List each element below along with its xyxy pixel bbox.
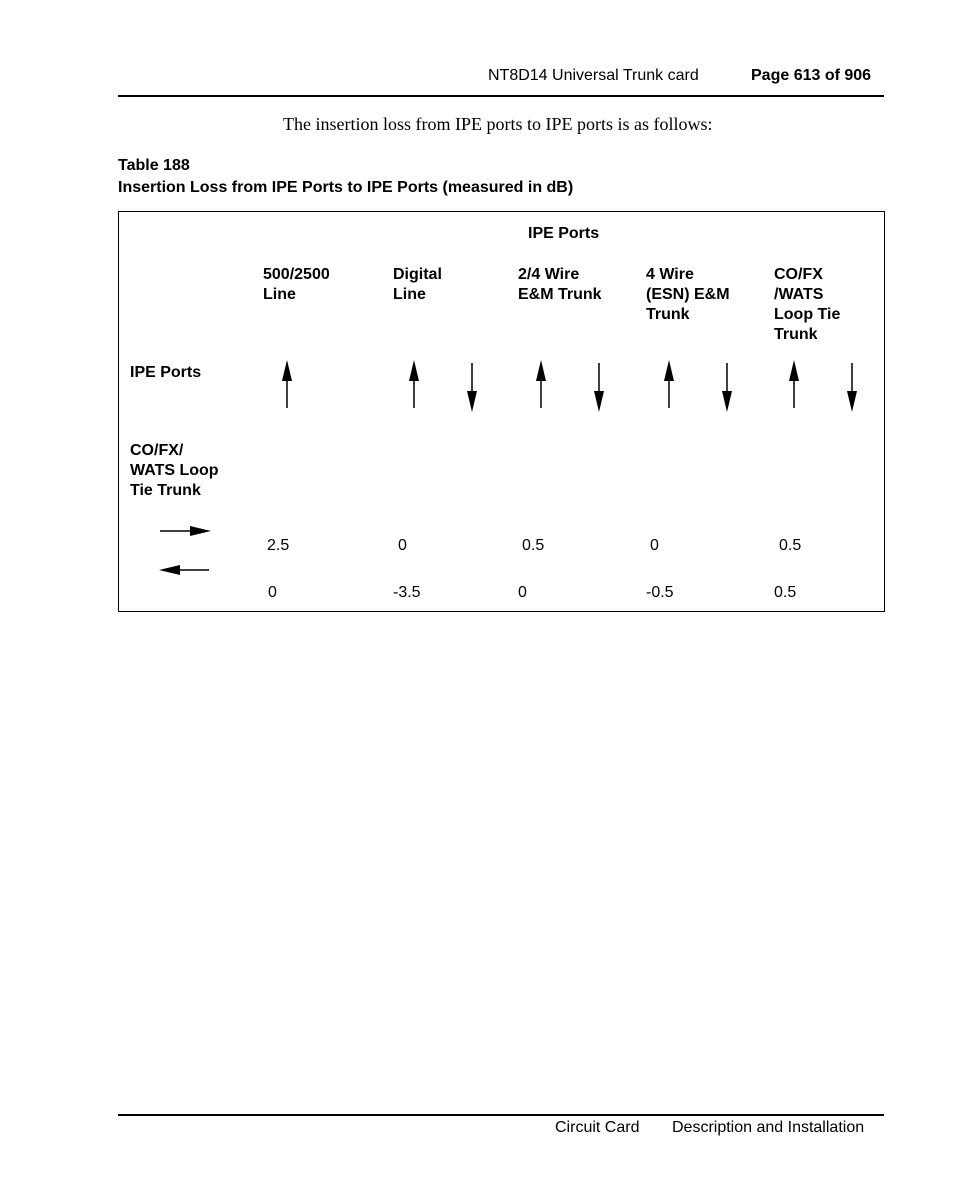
arrow-right-icon — [190, 526, 211, 536]
footer-rule — [118, 1114, 884, 1116]
table-cell: 0.5 — [779, 537, 802, 554]
table-cell: -0.5 — [646, 584, 674, 601]
arrow-up-icon — [282, 360, 292, 381]
table-cell: 0 — [518, 584, 527, 601]
row-direction-arrows — [159, 526, 211, 575]
running-header-title: NT8D14 Universal Trunk card — [488, 67, 699, 84]
arrow-up-icon — [409, 360, 419, 381]
table-cell: 0 — [398, 537, 407, 554]
column-header-co-fx-wats-loop-tie-trunk: CO/FX /WATS Loop Tie Trunk — [774, 266, 841, 343]
arrow-down-icon — [722, 391, 732, 412]
table-top-header: IPE Ports — [528, 225, 600, 242]
footer-left: Circuit Card — [555, 1119, 640, 1136]
arrow-left-icon — [159, 565, 180, 575]
column-digital-line-arrows — [409, 360, 477, 412]
arrow-up-icon — [536, 360, 546, 381]
table-cell: 0 — [268, 584, 277, 601]
column-2-4-wire-arrows — [536, 360, 604, 412]
column-500-2500-line-arrows — [282, 360, 292, 408]
arrow-up-icon — [664, 360, 674, 381]
arrow-down-icon — [467, 391, 477, 412]
table-cell: 0 — [650, 537, 659, 554]
table-cell: 2.5 — [267, 537, 290, 554]
column-header-2-4-wire-em-trunk: 2/4 Wire E&M Trunk — [518, 266, 602, 303]
row-header-ipe-ports: IPE Ports — [130, 364, 202, 381]
arrow-up-icon — [789, 360, 799, 381]
row-header-co-fx-wats-loop-tie-trunk: CO/FX/ WATS Loop Tie Trunk — [130, 442, 219, 499]
table-cell: -3.5 — [393, 584, 421, 601]
table-cell: 0.5 — [522, 537, 545, 554]
intro-paragraph: The insertion loss from IPE ports to IPE ports is as follows: — [283, 114, 713, 134]
table-number: Table 188 — [118, 157, 190, 174]
column-header-500-2500-line: 500/2500 Line — [263, 266, 330, 303]
column-header-4-wire-esn-em-trunk: 4 Wire (ESN) E&M Trunk — [646, 266, 730, 323]
column-4-wire-esn-arrows — [664, 360, 732, 412]
table-cell: 0.5 — [774, 584, 797, 601]
page-number: Page 613 of 906 — [751, 67, 872, 84]
arrow-down-icon — [847, 391, 857, 412]
column-header-digital-line: Digital Line — [393, 266, 442, 303]
arrow-down-icon — [594, 391, 604, 412]
column-co-fx-wats-arrows — [789, 360, 857, 412]
table-title: Insertion Loss from IPE Ports to IPE Ports (measured in dB) — [118, 179, 574, 196]
footer-right: Description and Installation — [672, 1119, 865, 1136]
